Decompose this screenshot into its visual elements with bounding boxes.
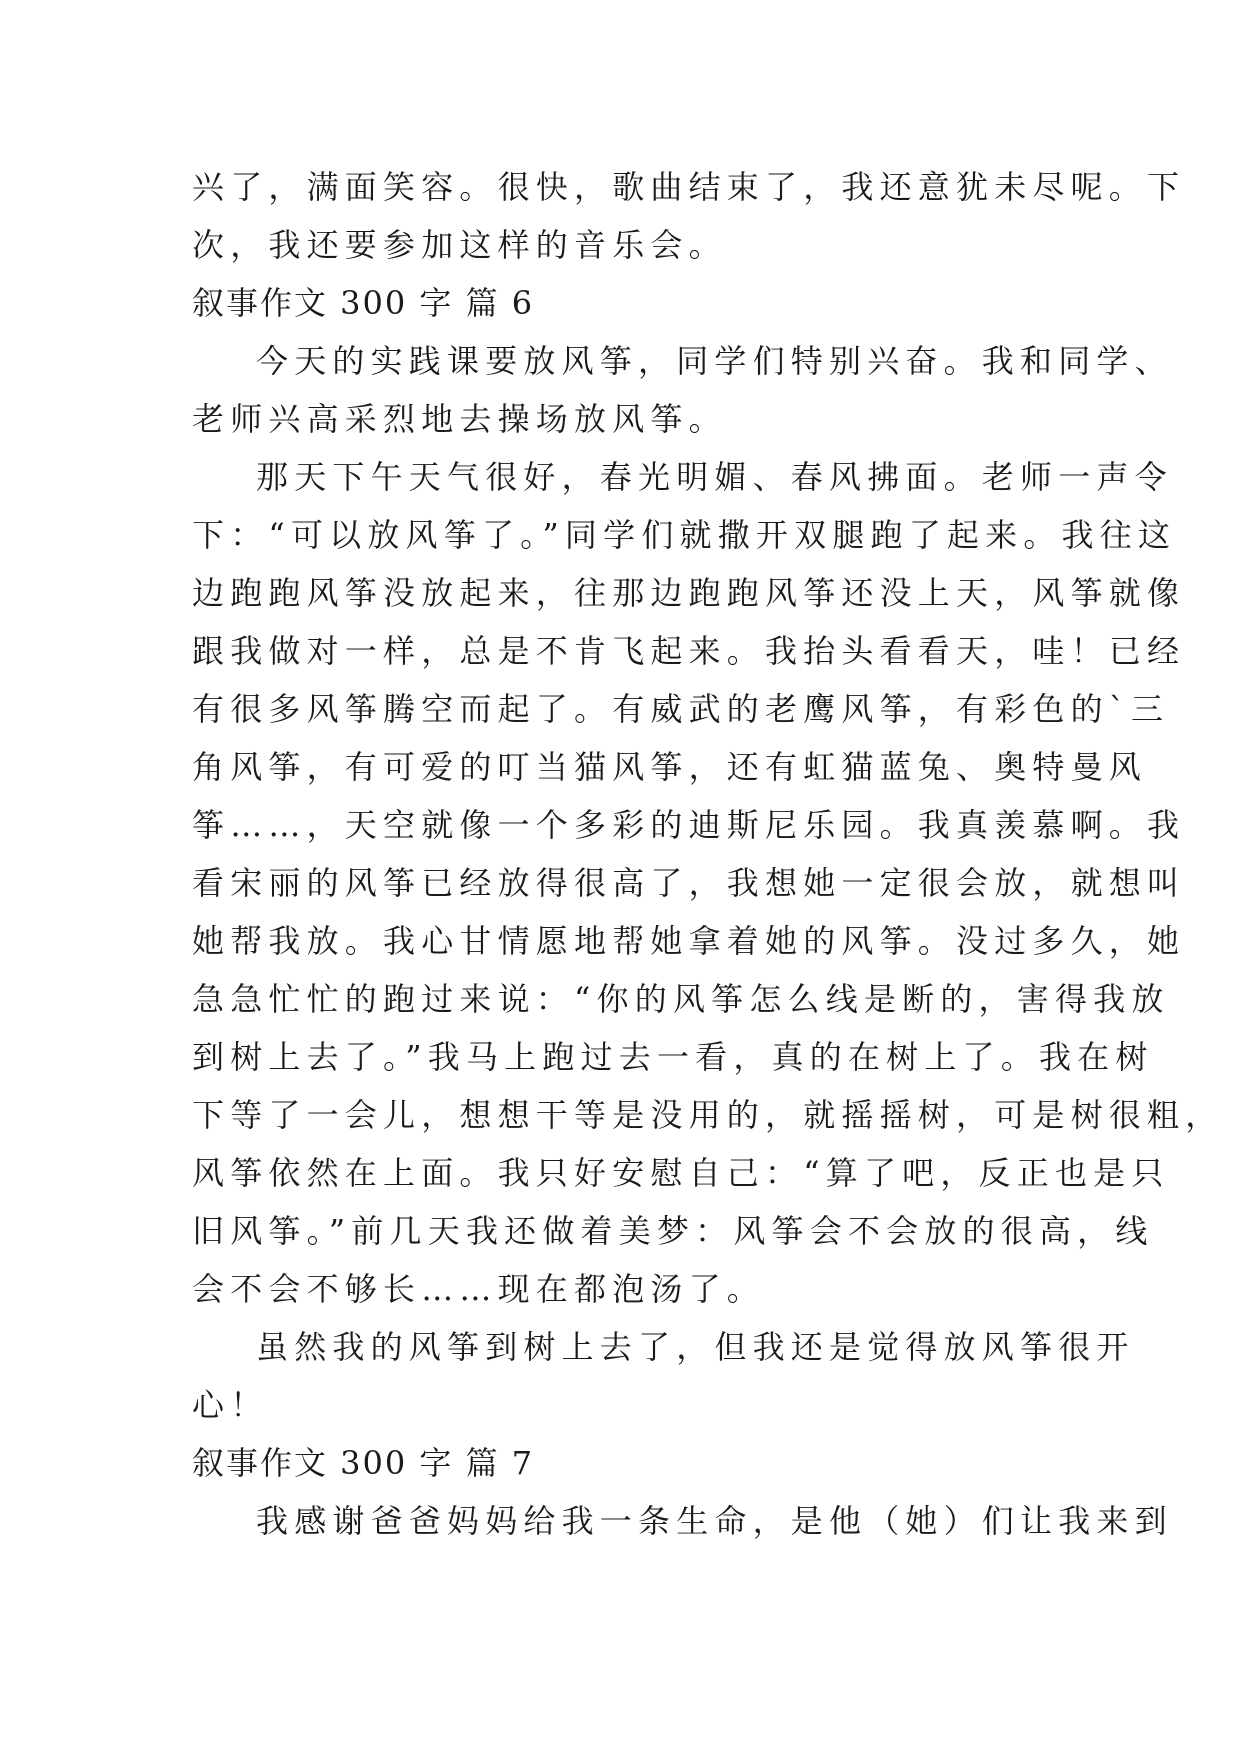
section-heading-7: 叙事作文 300 字 篇 7 [192, 1444, 535, 1482]
text-line: 下等了一会儿，想想干等是没用的，就摇摇树，可是树很粗， [192, 1096, 1224, 1134]
text-line: 边跑跑风筝没放起来，往那边跑跑风筝还没上天，风筝就像 [192, 574, 1186, 612]
text-line: 会不会不够长……现在都泡汤了。 [192, 1270, 766, 1308]
text-line: 那天下午天气很好，春光明媚、春风拂面。老师一声令 [256, 458, 1173, 496]
paragraph-5 [192, 1492, 1173, 1550]
text-line: 我感谢爸爸妈妈给我一条生命，是他（她）们让我来到 [256, 1502, 1173, 1540]
text-line: 今天的实践课要放风筝，同学们特别兴奋。我和同学、 [256, 342, 1173, 380]
text-line: 虽然我的风筝到树上去了，但我还是觉得放风筝很开 [256, 1328, 1135, 1366]
text-line: 旧风筝。”前几天我还做着美梦：风筝会不会放的很高，线 [192, 1212, 1154, 1250]
text-line: 下：“可以放风筝了。”同学们就撒开双腿跑了起来。我往这 [192, 516, 1177, 554]
paragraph-2 [192, 332, 1173, 448]
text-line: 急急忙忙的跑过来说：“你的风筝怎么线是断的，害得我放 [192, 980, 1170, 1018]
paragraph-3 [192, 448, 1224, 1318]
text-line: 她帮我放。我心甘情愿地帮她拿着她的风筝。没过多久，她 [192, 922, 1186, 960]
text-line: 心！ [192, 1386, 269, 1424]
text-line: 风筝依然在上面。我只好安慰自己：“算了吧，反正也是只 [192, 1154, 1170, 1192]
text-line: 次，我还要参加这样的音乐会。 [192, 226, 727, 264]
text-line: 有很多风筝腾空而起了。有威武的老鹰风筝，有彩色的`三 [192, 690, 1170, 728]
text-line: 筝……，天空就像一个多彩的迪斯尼乐园。我真羡慕啊。我 [192, 806, 1186, 844]
text-line: 老师兴高采烈地去操场放风筝。 [192, 400, 727, 438]
text-line: 兴了，满面笑容。很快，歌曲结束了，我还意犹未尽呢。下 [192, 168, 1186, 206]
text-line: 看宋丽的风筝已经放得很高了，我想她一定很会放，就想叫 [192, 864, 1186, 902]
text-line: 角风筝，有可爱的叮当猫风筝，还有虹猫蓝兔、奥特曼风 [192, 748, 1148, 786]
paragraph-1 [192, 158, 1186, 274]
document-page [192, 158, 1224, 1550]
section-heading-6: 叙事作文 300 字 篇 6 [192, 284, 535, 322]
paragraph-4 [192, 1318, 1135, 1434]
text-line: 到树上去了。”我马上跑过去一看，真的在树上了。我在树 [192, 1038, 1154, 1076]
text-line: 跟我做对一样，总是不肯飞起来。我抬头看看天，哇！已经 [192, 632, 1186, 670]
